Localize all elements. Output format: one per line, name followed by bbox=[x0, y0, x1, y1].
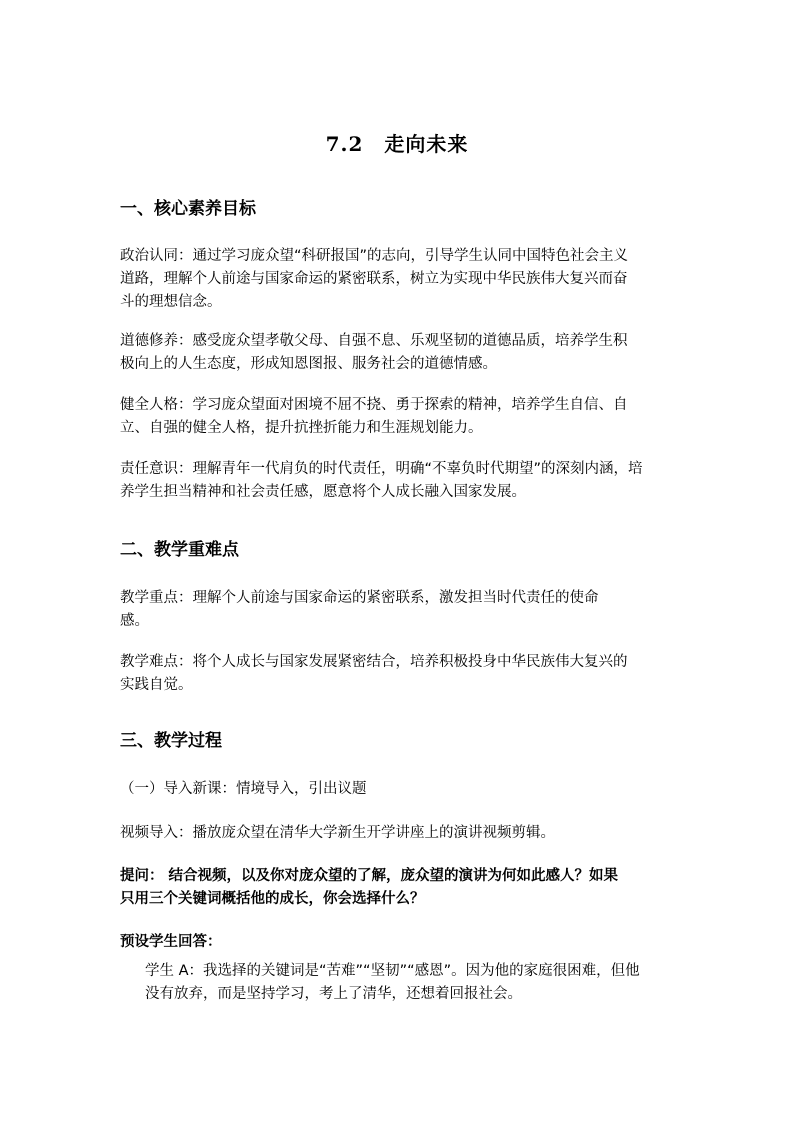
text-line: 教学重点：理解个人前途与国家命运的紧密联系，激发担当时代责任的使命 bbox=[120, 590, 599, 606]
text-line: 立、自强的健全人格，提升抗挫折能力和生涯规划能力。 bbox=[120, 420, 483, 436]
text-line: 没有放弃，而是坚持学习，考上了清华，还想着回报社会。 bbox=[145, 986, 522, 1002]
text-line: 极向上的人生态度，形成知恩图报、服务社会的道德情感。 bbox=[120, 356, 497, 372]
text-line: 只用三个关键词概括他的成长，你会选择什么？ bbox=[120, 890, 425, 907]
paragraph-key-point bbox=[120, 587, 680, 633]
section-heading-key-points: 二、教学重难点 bbox=[120, 540, 239, 560]
text-line: 预设学生回答： bbox=[120, 933, 222, 950]
section-heading-goals: 一、核心素养目标 bbox=[120, 199, 256, 219]
label-preset-answer bbox=[120, 930, 680, 953]
paragraph-political bbox=[120, 245, 680, 314]
text-line: 道路，理解个人前途与国家命运的紧密联系，树立为实现中华民族伟大复兴而奋 bbox=[120, 271, 628, 287]
text-line: 视频导入：播放庞众望在清华大学新生开学讲座上的演讲视频剪辑。 bbox=[120, 825, 555, 841]
text-line: 学生 A：我选择的关键词是“苦难”“坚韧”“感恩”。因为他的家庭很困难，但他 bbox=[145, 963, 640, 979]
text-line: 政治认同：通过学习庞众望“科研报国”的志向，引导学生认同中国特色社会主义 bbox=[120, 248, 629, 264]
section-heading-process: 三、教学过程 bbox=[120, 731, 222, 751]
text-line: （一）导入新课：情境导入，引出议题 bbox=[120, 781, 367, 797]
text-line: 教学难点：将个人成长与国家发展紧密结合，培养积极投身中华民族伟大复兴的 bbox=[120, 654, 628, 670]
paragraph-difficulty bbox=[120, 651, 680, 697]
text-line: 养学生担当精神和社会责任感，愿意将个人成长融入国家发展。 bbox=[120, 484, 526, 500]
text-line: 提问： 结合视频，以及你对庞众望的了解，庞众望的演讲为何如此感人？如果 bbox=[120, 867, 619, 884]
text-line: 感。 bbox=[120, 613, 149, 629]
subsection-intro bbox=[120, 778, 680, 801]
paragraph-question bbox=[120, 864, 680, 910]
paragraph-video-intro bbox=[120, 822, 680, 845]
text-line: 责任意识：理解青年一代肩负的时代责任，明确“不辜负时代期望”的深刻内涵，培 bbox=[120, 461, 643, 477]
text-line: 实践自觉。 bbox=[120, 677, 193, 693]
text-line: 道德修养：感受庞众望孝敬父母、自强不息、乐观坚韧的道德品质，培养学生积 bbox=[120, 333, 628, 349]
text-line: 健全人格：学习庞众望面对困境不屈不挠、勇于探索的精神，培养学生自信、自 bbox=[120, 397, 628, 413]
paragraph-personality bbox=[120, 394, 680, 440]
paragraph-moral bbox=[120, 330, 680, 376]
text-line: 斗的理想信念。 bbox=[120, 294, 222, 310]
paragraph-responsibility bbox=[120, 458, 680, 504]
page-title: 7.2 走向未来 bbox=[325, 132, 469, 156]
paragraph-student-answer bbox=[145, 960, 685, 1006]
